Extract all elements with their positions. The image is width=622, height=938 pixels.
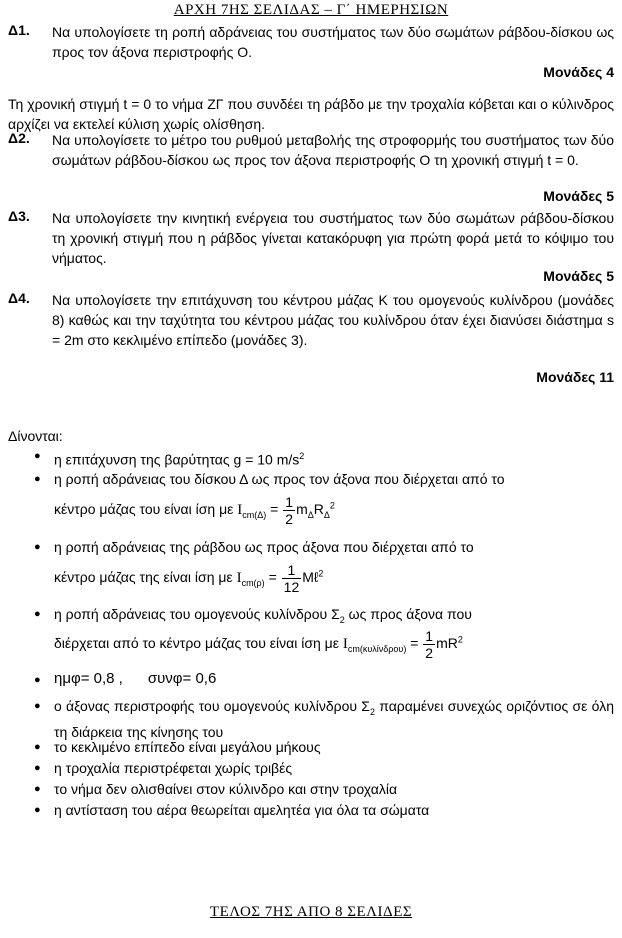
mass-subscript: Δ — [307, 510, 314, 520]
given-title: Δίνονται: — [8, 428, 63, 444]
axis-subscript: 2 — [369, 706, 375, 717]
cylinder-lead: διέρχεται από το κέντρο μάζας του είναι ίση με — [54, 635, 343, 652]
radius-symbol: R — [313, 501, 324, 518]
equals-sign: = — [266, 501, 283, 518]
inertia-subscript: cm(κυλίνδρου) — [347, 644, 407, 654]
page-footer: ΤΕΛΟΣ 7ΗΣ ΑΠΟ 8 ΣΕΛΙΔΕΣ — [209, 904, 413, 920]
fraction-numerator: 1 — [282, 562, 302, 579]
bullet-icon: ● — [34, 804, 41, 816]
intro-paragraph: Τη χρονική στιγμή t = 0 το νήμα ΖΓ που συνδέει τη ράβδο με την τροχαλία κόβεται και ο κύλινδρος αρχίζει να εκτελεί κύλιση χωρίς ολίσθηση. — [8, 96, 614, 132]
fraction-denominator: 2 — [285, 511, 294, 527]
radius-exponent: 2 — [329, 500, 335, 511]
question-text-d1: Να υπολογίσετε τη ροπή αδράνειας του συστήματος των δύο σωμάτων ράβδου-δίσκου ως προς τον άξονα περιστροφής Ο. — [52, 24, 614, 60]
bullet-icon: ● — [34, 783, 41, 795]
given-rod-line1: η ροπή αδράνειας της ράβδου ως προς άξονα που διέρχεται από το — [54, 539, 474, 555]
given-pulley: η τροχαλία περιστρέφεται χωρίς τριβές — [54, 760, 293, 776]
given-disk-line1: η ροπή αδράνειας του δίσκου Δ ως προς τον άξονα που διέρχεται από το — [54, 471, 505, 487]
rod-expression: Mℓ — [302, 569, 319, 586]
mass-symbol: m — [296, 501, 308, 518]
question-text-d3: Να υπολογίσετε την κινητική ενέργεια του συστήματος των δύο σωμάτων ράβδου-δίσκου τη χρονική στιγμή που η ράβδος γίνεται κατακόρυφη για πρώτη φορά μετά το κόψιμο του νήματος. — [52, 210, 614, 266]
question-text-d4: Να υπολογίσετε την επιτάχυνση του κέντρου μάζας Κ του ομογενούς κυλίνδρου (μονάδες 8) καθώς και την ταχύτητα του κέντρου μάζας του κυλίνδρου όταν έχει διανύσει διάστημα s = 2m στο κεκλιμένο επίπεδο (μονάδες 3). — [52, 292, 614, 348]
given-cylinder-line1 — [54, 604, 614, 630]
cylinder-text-end: ως προς άξονα που — [344, 606, 472, 622]
inertia-symbol: I — [236, 570, 242, 587]
question-label-d2: Δ2. — [8, 130, 30, 146]
fraction-numerator: 1 — [425, 628, 434, 644]
bullet-icon: ● — [34, 741, 41, 753]
fraction-denominator: 12 — [283, 579, 300, 595]
given-string: το νήμα δεν ολισθαίνει στον κύλινδρο και στην τροχαλία — [54, 781, 398, 797]
marks-d4: Μονάδες 11 — [536, 369, 614, 385]
cylinder-subscript: 2 — [339, 614, 345, 625]
bullet-icon: ● — [34, 541, 41, 553]
disk-lead: κέντρο μάζας του είναι ίση με — [54, 501, 238, 518]
given-rod-line2 — [54, 562, 614, 595]
fraction-denominator: 2 — [425, 645, 434, 661]
given-cylinder-line2 — [54, 628, 614, 661]
equals-sign: = — [406, 635, 423, 652]
given-axis — [54, 696, 614, 742]
cylinder-expression: mR — [436, 635, 458, 652]
marks-d3: Μονάδες 5 — [543, 268, 614, 284]
bullet-icon: ● — [34, 700, 41, 712]
question-label-d1: Δ1. — [8, 22, 30, 38]
given-disk-line2 — [54, 494, 614, 527]
inertia-symbol: I — [342, 636, 348, 653]
bullet-icon: ● — [34, 674, 41, 686]
fraction-numerator: 1 — [285, 494, 294, 510]
axis-text-start: ο άξονας περιστροφής του ομογενούς κυλίνδρου Σ — [54, 698, 370, 714]
gravity-exponent: 2 — [299, 451, 305, 461]
rod-exponent: 2 — [318, 568, 324, 579]
rod-lead: κέντρο μάζας της είναι ίση με — [54, 569, 237, 586]
marks-d1: Μονάδες 4 — [543, 64, 614, 80]
given-air: η αντίσταση του αέρα θεωρείται αμελητέα για όλα τα σώματα — [54, 802, 430, 818]
fraction — [283, 494, 295, 527]
bullet-icon: ● — [34, 473, 41, 485]
cylinder-exponent: 2 — [457, 634, 463, 645]
page-header: ΑΡΧΗ 7ΗΣ ΣΕΛΙΔΑΣ – Γ΄ ΗΜΕΡΗΣΙΩΝ — [173, 2, 449, 18]
given-gravity — [54, 446, 614, 470]
inertia-symbol: I — [237, 502, 243, 519]
inertia-subscript: cm(Δ) — [242, 510, 267, 520]
fraction — [423, 628, 435, 661]
axis-text-end: παραμένει συνεχώς οριζόντιος σε όλη τη διάρκεια της κίνησης του — [54, 698, 614, 740]
bullet-icon: ● — [34, 762, 41, 774]
equals-sign: = — [264, 569, 281, 586]
bullet-icon: ● — [34, 608, 41, 620]
gravity-text: η επιτάχυνση της βαρύτητας g = 10 m/s — [54, 451, 300, 468]
fraction — [282, 562, 302, 595]
question-text-d2: Να υπολογίσετε το μέτρο του ρυθμού μεταβολής της στροφορμής του συστήματος των δύο σωμάτων ράβδου-δίσκου ως προς τον άξονα περιστροφής Ο τη χρονική στιγμή t = 0. — [52, 132, 614, 168]
cylinder-text-start: η ροπή αδράνειας του ομογενούς κυλίνδρου Σ — [54, 606, 340, 622]
given-plane: το κεκλιμένο επίπεδο είναι μεγάλου μήκους — [54, 739, 321, 755]
question-label-d3: Δ3. — [8, 208, 30, 224]
bullet-icon: ● — [34, 450, 41, 462]
marks-d2: Μονάδες 5 — [543, 188, 614, 204]
question-label-d4: Δ4. — [8, 290, 30, 306]
given-trig: ημφ= 0,8 , συνφ= 0,6 — [54, 670, 217, 687]
radius-subscript: Δ — [323, 510, 330, 520]
inertia-subscript: cm(ρ) — [241, 578, 265, 588]
